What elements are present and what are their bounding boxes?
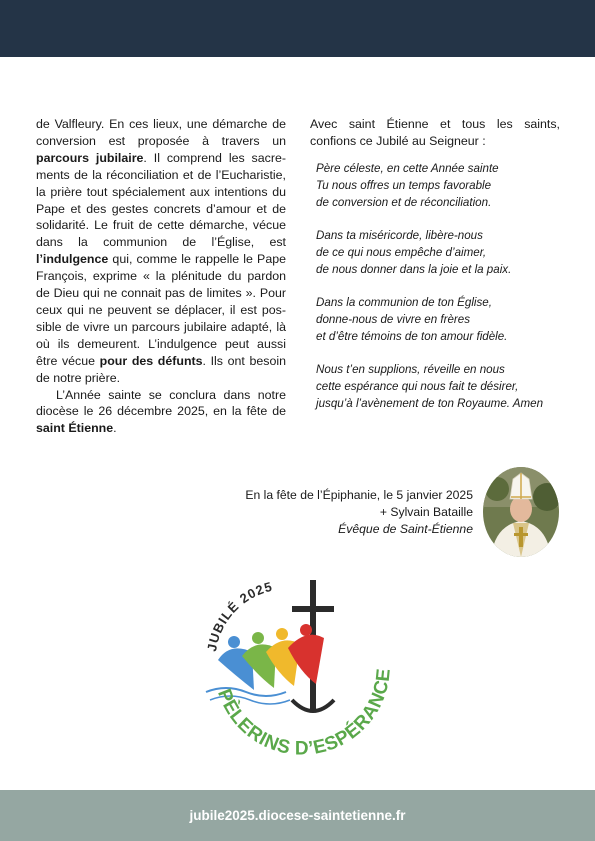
prayer-line: cette espérance qui nous fait te désirer, bbox=[316, 379, 519, 393]
prayer-line: jusqu’à l’avènement de ton Royaume. Amen bbox=[316, 396, 544, 410]
prayer-line: donne-nous de vivre en frères bbox=[316, 312, 471, 326]
signature-name: + Sylvain Bataille bbox=[379, 505, 473, 519]
footer-band bbox=[0, 790, 595, 841]
signature-block bbox=[245, 487, 473, 538]
body-text: . bbox=[113, 421, 117, 436]
emphasis-text: saint Étienne bbox=[36, 421, 114, 436]
prayer-line: Tu nous offres un temps favorable bbox=[316, 178, 492, 192]
prayer bbox=[316, 160, 560, 412]
prayer-line: Nous t’en supplions, réveille en nous bbox=[316, 362, 505, 376]
prayer-line: de nous donner dans la joie et la paix. bbox=[316, 262, 512, 276]
paragraph-parcours bbox=[36, 116, 286, 387]
signature-date: En la fête de l’Épiphanie, le 5 janvier 2025 bbox=[245, 488, 473, 502]
prayer-line: et d’être témoins de ton amour fidèle. bbox=[316, 329, 508, 343]
emphasis-text: pour des défunts bbox=[99, 353, 203, 368]
emphasis-text: l’indulgence bbox=[36, 252, 109, 267]
prayer-line: Dans la communion de ton Église, bbox=[316, 295, 492, 309]
body-text: . Il comprend les sacrements de la réconciliation et de l’Eucharistie, la prière tout spécialement aux intentions du Pape et des gestes concrets d’amour et de solidarité. Le fruit de cette démarche, vécue dans la communion de l’Église, est bbox=[36, 150, 286, 250]
header-band bbox=[0, 0, 595, 57]
footer-url-link[interactable]: jubile2025.diocese-saintetienne.fr bbox=[189, 808, 406, 823]
paragraph-conclusion bbox=[36, 387, 286, 438]
prayer-line: de conversion et de réconciliation. bbox=[316, 195, 492, 209]
prayer-intro: Avec saint Étienne et tous les saints, confions ce Jubilé au Seigneur : bbox=[310, 117, 560, 148]
logo-bottom-text: PÈLERINS D’ESPÉRANCE bbox=[213, 667, 395, 757]
logo-top-text: JUBILÉ 2025 bbox=[204, 578, 275, 653]
prayer-line: Dans ta miséricorde, libère-nous bbox=[316, 228, 483, 242]
right-column bbox=[310, 116, 560, 428]
body-text: qui, comme le rappelle le Pape François, exprime « la plénitude du pardon de Dieu qui ne connait pas de limites ». Pour ceux qui ne peuvent se déplacer, il est possible de vivre un parcours jubilaire adapté, là où ils demeurent. L’indulgence peut aussi être vécue bbox=[36, 252, 286, 368]
body-text: L’Année sainte se conclura dans notre diocèse le 26 décembre 2025, en la fête de bbox=[36, 387, 286, 419]
pilgrims-icon bbox=[218, 624, 324, 690]
emphasis-text: parcours jubilaire bbox=[36, 150, 144, 165]
signature-role: Évêque de Saint-Étienne bbox=[338, 522, 473, 536]
body-text: . Ils ont besoin de notre prière. bbox=[36, 353, 286, 385]
prayer-stanza bbox=[316, 294, 560, 345]
prayer-stanza bbox=[316, 160, 560, 211]
prayer-stanza bbox=[316, 227, 560, 278]
prayer-stanza bbox=[316, 361, 560, 412]
body-text: de Valfleury. En ces lieux, une démarche de conversion est proposée à travers un bbox=[36, 117, 286, 148]
jubilee-logo bbox=[196, 572, 406, 757]
left-column bbox=[36, 116, 286, 437]
svg-text:PÈLERINS D’ESPÉRANCE bbox=[213, 667, 395, 757]
bishop-portrait bbox=[483, 467, 559, 557]
prayer-line: Père céleste, en cette Année sainte bbox=[316, 161, 499, 175]
prayer-line: de ce qui nous empêche d’aimer, bbox=[316, 245, 487, 259]
